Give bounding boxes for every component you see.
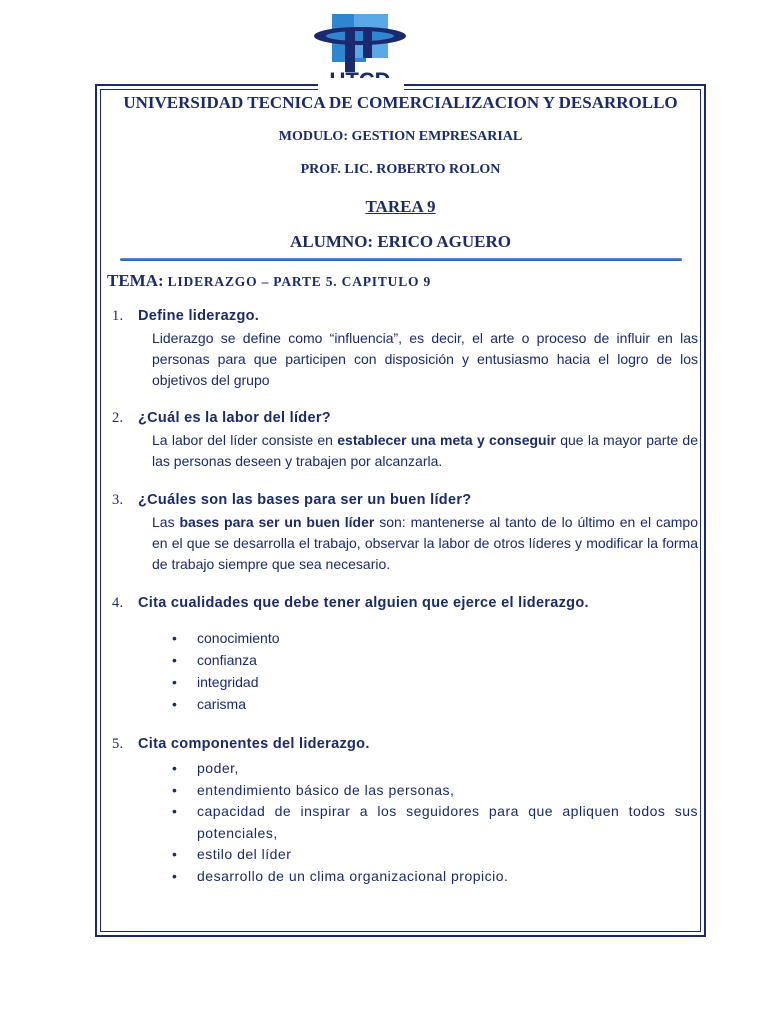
list-item: • capacidad de inspirar a los seguidores para que apliquen todos sus potenciales, xyxy=(172,801,698,844)
list-item: • estilo del líder xyxy=(172,844,698,866)
topic-text: LIDERAZGO – PARTE 5. CAPITULO 9 xyxy=(167,274,432,289)
answer-text: Las bases para ser un buen líder son: mantenerse al tanto de lo último en el campo en el que se desarrolla el trabajo, observar la labor de otros líderes y modificar la forma de trabajo siempre que sea necesario. xyxy=(152,514,698,572)
list-item: • carisma xyxy=(172,695,572,717)
answer-emphasis: bases para ser un buen líder xyxy=(179,514,375,530)
answer-text: La labor del líder consiste en establecer una meta y conseguir que la mayor parte de las personas deseen y trabajen por alcanzarla. xyxy=(152,432,698,469)
professor-name: PROF. LIC. ROBERTO ROLON xyxy=(300,162,501,177)
question-title: ¿Cuál es la labor del líder? xyxy=(138,410,331,426)
question-number: 5. xyxy=(112,736,124,752)
question-5 xyxy=(112,736,698,753)
list-item: • confianza xyxy=(172,651,572,673)
list-item: • desarrollo de un clima organizacional propicio. xyxy=(172,866,698,888)
list-item: • conocimiento xyxy=(172,629,572,651)
question-number: 4. xyxy=(112,595,124,611)
answer-text: Liderazgo se define como “influencia”, es decir, el arte o proceso de influir en las personas para que participen con disposición y entusiasmo hacia el logro de los objetivos del grupo xyxy=(152,330,698,388)
student-name: ALUMNO: ERICO AGUERO xyxy=(289,232,511,251)
list-item: • poder, xyxy=(172,758,698,780)
header-divider xyxy=(120,258,682,261)
list-item: • entendimiento básico de las personas, xyxy=(172,780,698,802)
university-title: UNIVERSIDAD TECNICA DE COMERCIALIZACION Y DESARROLLO xyxy=(123,93,678,112)
question-number: 1. xyxy=(112,308,124,324)
question-title: ¿Cuáles son las bases para ser un buen líder? xyxy=(138,492,472,508)
qualities-list xyxy=(172,629,572,717)
question-number: 3. xyxy=(112,492,124,508)
list-item: • integridad xyxy=(172,673,572,695)
question-2 xyxy=(112,410,698,472)
components-list xyxy=(172,758,698,887)
question-title: Define liderazgo. xyxy=(138,308,260,324)
question-4 xyxy=(112,595,698,612)
assignment-title: TAREA 9 xyxy=(365,197,436,216)
topic-heading xyxy=(107,271,431,291)
answer-emphasis: establecer una meta y conseguir xyxy=(337,432,556,448)
module-name: MODULO: GESTION EMPRESARIAL xyxy=(278,129,523,144)
question-number: 2. xyxy=(112,410,124,426)
topic-label: TEMA: xyxy=(107,271,164,290)
question-title: Cita cualidades que debe tener alguien que ejerce el liderazgo. xyxy=(138,595,589,611)
question-1 xyxy=(112,308,698,391)
question-title: Cita componentes del liderazgo. xyxy=(138,736,370,752)
question-3 xyxy=(112,492,698,575)
